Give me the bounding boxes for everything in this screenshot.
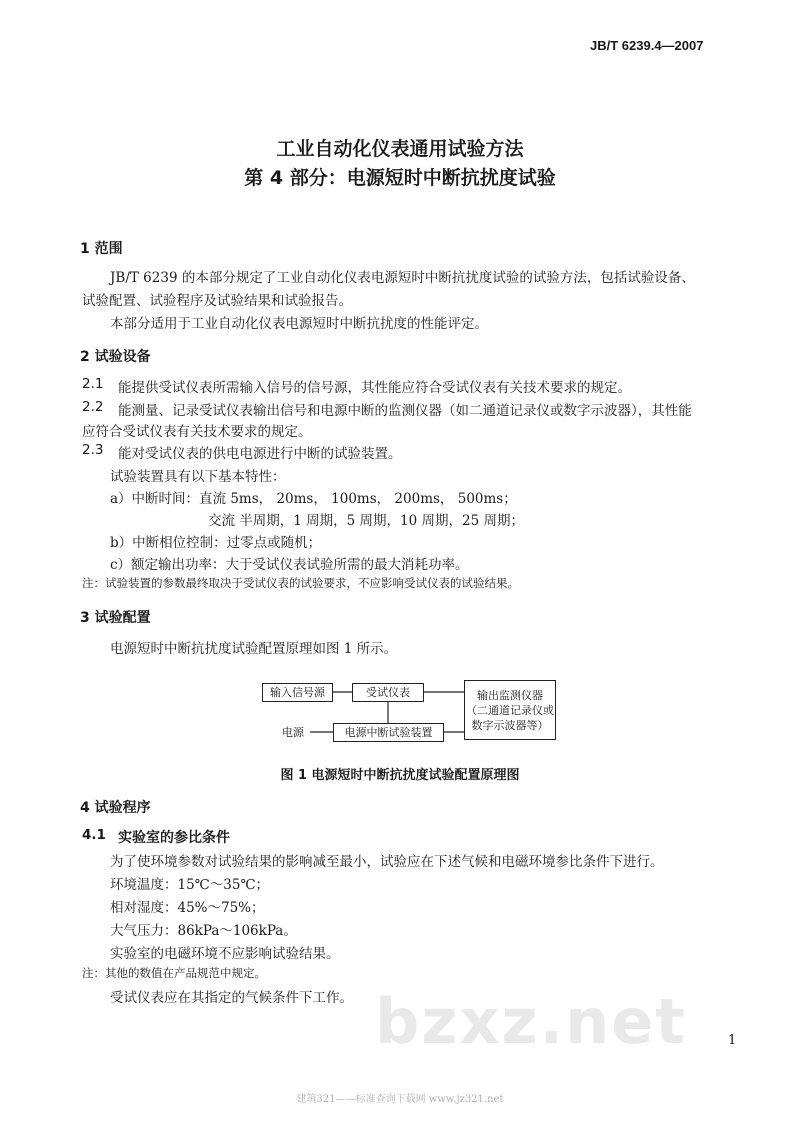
emc-line: 实验室的电磁环境不应影响试验结果。 bbox=[110, 946, 340, 962]
section-3-heading: 3 试验配置 bbox=[80, 610, 151, 626]
section-4-last-paragraph: 受试仪表应在其指定的气候条件下工作。 bbox=[110, 990, 353, 1006]
monitor-label-1: 输出监测仪器 bbox=[477, 688, 543, 702]
clause-number: 4.1 bbox=[82, 827, 106, 843]
dut-box bbox=[352, 683, 424, 702]
list-item-a: a）中断时间：直流 5ms， 20ms， 100ms， 200ms， 500ms； bbox=[110, 491, 517, 507]
clause-2-3-intro: 试验装置具有以下基本特性： bbox=[110, 469, 286, 485]
pressure-line: 大气压力：86kPa～106kPa。 bbox=[110, 923, 297, 939]
temperature-line: 环境温度：15℃～35℃； bbox=[110, 877, 270, 893]
section-1-paragraph-2: 本部分适用于工业自动化仪表电源短时中断抗扰度的性能评定。 bbox=[110, 316, 488, 332]
clause-number: 2.1 bbox=[82, 376, 104, 392]
section-1-heading: 1 范围 bbox=[80, 241, 123, 257]
monitor-label-2: （二通道记录仪或 bbox=[466, 703, 554, 717]
power-label: 电源 bbox=[282, 726, 304, 739]
document-subtitle: 第 4 部分：电源短时中断抗扰度试验 bbox=[244, 167, 556, 189]
monitor-box bbox=[464, 680, 556, 740]
clause-2-2: 能测量、记录受试仪表输出信号和电源中断的监测仪器（如二通道记录仪或数字示波器），其性能 bbox=[118, 403, 692, 419]
interrupt-device-label: 电源中断试验装置 bbox=[344, 726, 433, 739]
list-item-b: b）中断相位控制：过零点或随机； bbox=[110, 535, 322, 551]
page-number: 1 bbox=[728, 1033, 737, 1048]
humidity-line: 相对湿度：45%～75%； bbox=[110, 900, 265, 916]
clause-2-1: 能提供受试仪表所需输入信号的信号源，其性能应符合受试仪表有关技术要求的规定。 bbox=[118, 380, 631, 396]
section-4-paragraph: 为了使环境参数对试验结果的影响减至最小，试验应在下述气候和电磁环境参比条件下进行。 bbox=[110, 854, 664, 870]
clause-2-3: 能对受试仪表的供电电源进行中断的试验装置。 bbox=[118, 446, 402, 462]
note: 注：其他的数值在产品规范中规定。 bbox=[82, 966, 266, 980]
note: 注：试验装置的参数最终取决于受试仪表的试验要求，不应影响受试仪表的试验结果。 bbox=[82, 576, 519, 590]
section-4-heading: 4 试验程序 bbox=[80, 800, 151, 816]
list-item-c: c）额定输出功率：大于受试仪表试验所需的最大消耗功率。 bbox=[110, 557, 469, 573]
section-1-paragraph-cont: 试验配置、试验程序及试验结果和试验报告。 bbox=[82, 293, 352, 309]
figure-caption: 图 1 电源短时中断抗扰度试验配置原理图 bbox=[280, 768, 520, 783]
list-item-a-cont: 交流 半周期，1 周期，5 周期，10 周期，25 周期； bbox=[208, 513, 524, 529]
section-3-paragraph: 电源短时中断抗扰度试验配置原理如图 1 所示。 bbox=[110, 641, 398, 657]
clause-4-1-title: 实验室的参比条件 bbox=[118, 830, 230, 846]
footer-watermark: 建筑321——标准查询下载网 www.jz321.net bbox=[296, 1094, 504, 1105]
clause-2-2-cont: 应符合受试仪表有关技术要求的规定。 bbox=[82, 424, 312, 440]
section-1-paragraph: JB/T 6239 的本部分规定了工业自动化仪表电源短时中断抗扰度试验的试验方法，包括试验设备、 bbox=[110, 270, 695, 286]
input-source-label: 输入信号源 bbox=[270, 686, 325, 699]
dut-label: 受试仪表 bbox=[366, 686, 410, 699]
standard-code: JB/T 6239.4—2007 bbox=[590, 38, 704, 53]
watermark: bzxz.net bbox=[375, 985, 687, 1058]
interrupt-device-box bbox=[333, 723, 444, 742]
document-title: 工业自动化仪表通用试验方法 bbox=[276, 138, 524, 160]
monitor-label-3: 数字示波器等） bbox=[471, 718, 549, 732]
clause-number: 2.2 bbox=[82, 399, 104, 415]
clause-number: 2.3 bbox=[82, 442, 104, 458]
section-2-heading: 2 试验设备 bbox=[80, 349, 151, 365]
input-source-box bbox=[262, 683, 333, 702]
